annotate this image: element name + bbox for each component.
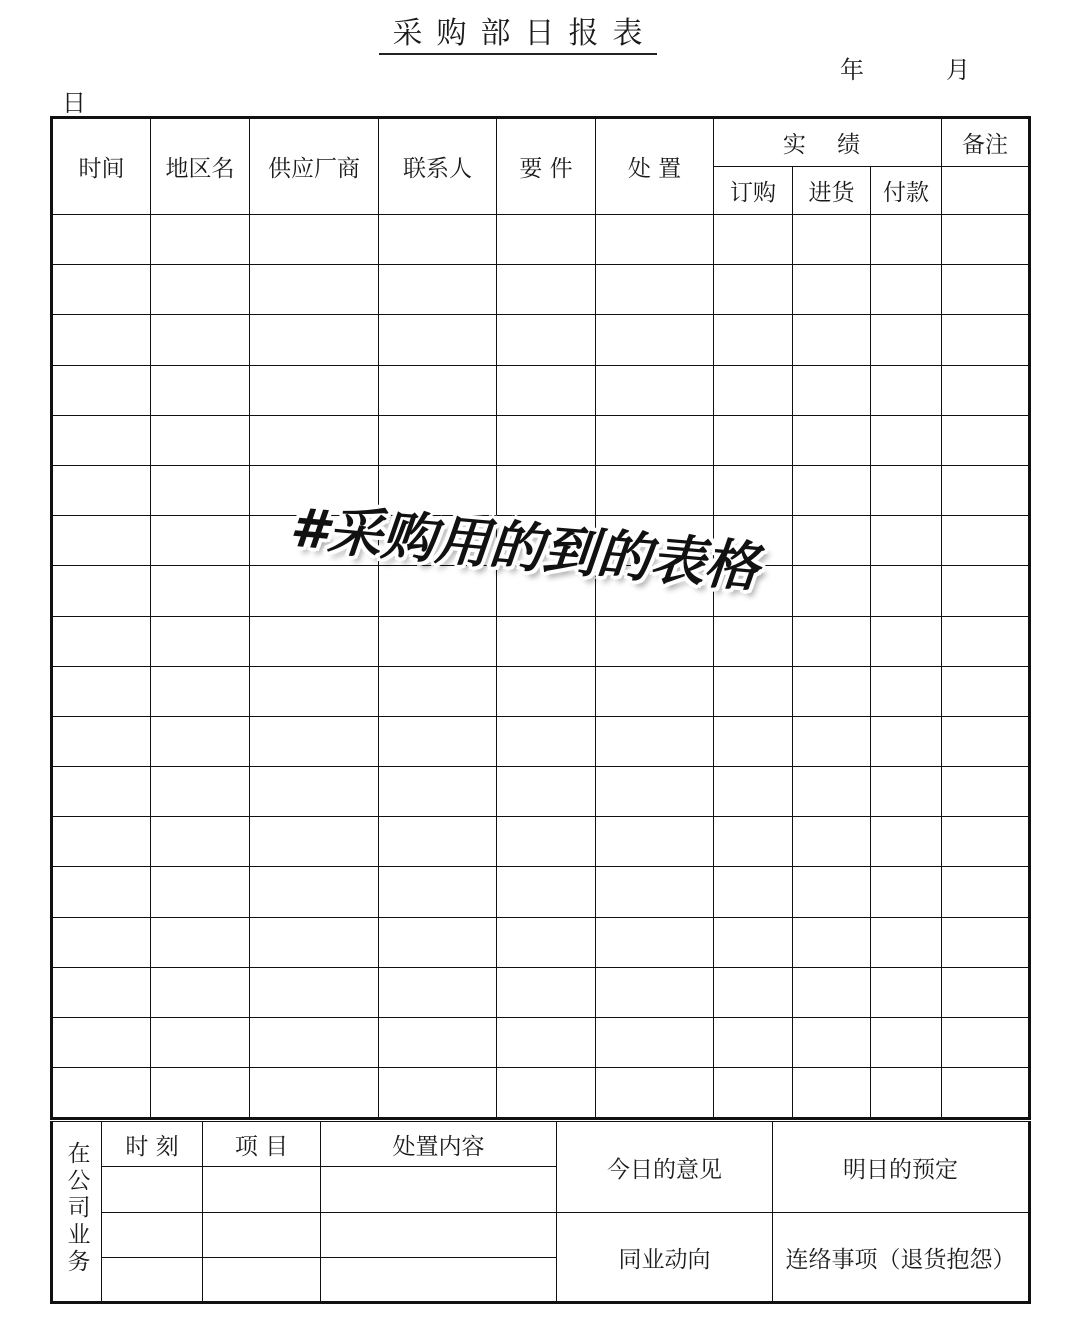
- table-row: [52, 1068, 1030, 1119]
- blank-cell[interactable]: [52, 315, 151, 365]
- blank-cell[interactable]: [793, 1068, 871, 1119]
- blank-cell[interactable]: [596, 917, 714, 967]
- blank-cell[interactable]: [714, 867, 793, 917]
- blank-cell[interactable]: [714, 315, 793, 365]
- blank-cell[interactable]: [596, 1068, 714, 1119]
- blank-cell[interactable]: [596, 365, 714, 415]
- blank-cell[interactable]: [793, 666, 871, 716]
- blank-cell[interactable]: [942, 265, 1030, 315]
- blank-cell[interactable]: [52, 867, 151, 917]
- daily-report-table: [50, 116, 1031, 1120]
- blank-cell[interactable]: [151, 465, 250, 515]
- blank-cell[interactable]: [942, 817, 1030, 867]
- table-row: [52, 415, 1030, 465]
- blank-cell[interactable]: [942, 666, 1030, 716]
- blank-cell[interactable]: [871, 817, 942, 867]
- blank-cell[interactable]: [151, 616, 250, 666]
- blank-cell[interactable]: [250, 917, 379, 967]
- blank-cell[interactable]: [151, 365, 250, 415]
- blank-cell[interactable]: [497, 1018, 596, 1068]
- blank-cell[interactable]: [942, 917, 1030, 967]
- blank-cell[interactable]: [596, 265, 714, 315]
- date-month-label: 月: [946, 56, 970, 84]
- blank-cell[interactable]: [793, 716, 871, 766]
- blank-cell[interactable]: [497, 215, 596, 265]
- blank-cell[interactable]: [714, 616, 793, 666]
- blank-cell[interactable]: [793, 817, 871, 867]
- blank-cell[interactable]: [596, 767, 714, 817]
- blank-cell[interactable]: [151, 917, 250, 967]
- blank-cell[interactable]: [714, 967, 793, 1017]
- blank-cell[interactable]: [596, 867, 714, 917]
- blank-cell[interactable]: [871, 215, 942, 265]
- blank-cell[interactable]: [250, 716, 379, 766]
- blank-cell[interactable]: [102, 1258, 203, 1303]
- blank-cell[interactable]: [942, 365, 1030, 415]
- blank-cell[interactable]: [793, 215, 871, 265]
- table-row: [52, 666, 1030, 716]
- blank-cell[interactable]: [793, 767, 871, 817]
- blank-cell[interactable]: [52, 716, 151, 766]
- blank-cell[interactable]: [203, 1167, 321, 1213]
- blank-cell[interactable]: [52, 1018, 151, 1068]
- blank-cell[interactable]: [497, 867, 596, 917]
- blank-cell[interactable]: [793, 967, 871, 1017]
- blank-cell[interactable]: [102, 1167, 203, 1213]
- blank-cell[interactable]: [151, 1068, 250, 1119]
- blank-cell[interactable]: [52, 465, 151, 515]
- blank-cell[interactable]: [871, 616, 942, 666]
- blank-cell[interactable]: [871, 465, 942, 515]
- blank-cell[interactable]: [497, 1068, 596, 1119]
- blank-cell[interactable]: [793, 1018, 871, 1068]
- contact-items-label: 连络事项（退货抱怨）: [773, 1213, 1030, 1303]
- blank-cell[interactable]: [871, 516, 942, 566]
- blank-cell[interactable]: [714, 365, 793, 415]
- blank-cell[interactable]: [871, 967, 942, 1017]
- blank-cell[interactable]: [942, 215, 1030, 265]
- blank-cell[interactable]: [52, 817, 151, 867]
- blank-cell[interactable]: [52, 767, 151, 817]
- header-region: 地区名: [151, 118, 250, 215]
- blank-cell[interactable]: [942, 967, 1030, 1017]
- blank-cell[interactable]: [793, 616, 871, 666]
- table-row: [52, 917, 1030, 967]
- blank-cell[interactable]: [714, 767, 793, 817]
- blank-cell[interactable]: [497, 616, 596, 666]
- blank-cell[interactable]: [250, 265, 379, 315]
- blank-cell[interactable]: [379, 315, 497, 365]
- blank-cell[interactable]: [250, 1068, 379, 1119]
- blank-cell[interactable]: [151, 415, 250, 465]
- table-row: [52, 817, 1030, 867]
- blank-cell[interactable]: [379, 215, 497, 265]
- blank-cell[interactable]: [497, 716, 596, 766]
- blank-cell[interactable]: [596, 1018, 714, 1068]
- blank-cell[interactable]: [871, 415, 942, 465]
- blank-cell[interactable]: [596, 967, 714, 1017]
- blank-cell[interactable]: [151, 967, 250, 1017]
- blank-cell[interactable]: [714, 465, 793, 515]
- blank-cell[interactable]: [942, 716, 1030, 766]
- blank-cell[interactable]: [942, 1068, 1030, 1119]
- blank-cell[interactable]: [793, 315, 871, 365]
- blank-cell[interactable]: [871, 867, 942, 917]
- header-contact: 联系人: [379, 118, 497, 215]
- blank-cell[interactable]: [151, 566, 250, 616]
- blank-cell[interactable]: [52, 265, 151, 315]
- blank-cell[interactable]: [151, 315, 250, 365]
- blank-cell[interactable]: [379, 415, 497, 465]
- blank-cell[interactable]: [250, 967, 379, 1017]
- blank-cell[interactable]: [871, 566, 942, 616]
- blank-cell[interactable]: [793, 265, 871, 315]
- table-row: [52, 616, 1030, 666]
- blank-cell[interactable]: [793, 867, 871, 917]
- header-supplier: 供应厂商: [250, 118, 379, 215]
- blank-cell[interactable]: [793, 365, 871, 415]
- blank-cell[interactable]: [596, 315, 714, 365]
- blank-cell[interactable]: [714, 917, 793, 967]
- blank-cell[interactable]: [714, 215, 793, 265]
- blank-cell[interactable]: [596, 616, 714, 666]
- blank-cell[interactable]: [52, 666, 151, 716]
- blank-cell[interactable]: [250, 767, 379, 817]
- blank-cell[interactable]: [52, 415, 151, 465]
- watermark-text: #采购用的到的表格: [287, 495, 762, 600]
- blank-cell[interactable]: [497, 265, 596, 315]
- blank-cell[interactable]: [52, 566, 151, 616]
- blank-cell[interactable]: [151, 666, 250, 716]
- blank-cell[interactable]: [793, 566, 871, 616]
- blank-cell[interactable]: [596, 465, 714, 515]
- blank-cell[interactable]: [942, 516, 1030, 566]
- blank-cell[interactable]: [871, 1068, 942, 1119]
- header-remarks: 备注: [942, 118, 1030, 167]
- blank-cell[interactable]: [714, 1068, 793, 1119]
- blank-cell[interactable]: [793, 917, 871, 967]
- blank-cell[interactable]: [793, 415, 871, 465]
- table-row: [52, 265, 1030, 315]
- blank-cell[interactable]: [151, 867, 250, 917]
- blank-cell[interactable]: [942, 465, 1030, 515]
- table-row: [52, 967, 1030, 1017]
- blank-cell[interactable]: [497, 917, 596, 967]
- blank-cell[interactable]: [871, 315, 942, 365]
- blank-cell[interactable]: [942, 1018, 1030, 1068]
- blank-cell[interactable]: [942, 315, 1030, 365]
- blank-cell[interactable]: [942, 867, 1030, 917]
- blank-cell[interactable]: [250, 817, 379, 867]
- blank-cell[interactable]: [379, 1068, 497, 1119]
- blank-cell[interactable]: [52, 215, 151, 265]
- blank-cell[interactable]: [250, 867, 379, 917]
- table-row: [52, 716, 1030, 766]
- blank-cell[interactable]: [871, 265, 942, 315]
- blank-cell[interactable]: [52, 967, 151, 1017]
- blank-cell[interactable]: [203, 1213, 321, 1258]
- blank-cell[interactable]: [321, 1167, 557, 1213]
- blank-cell[interactable]: [151, 265, 250, 315]
- table-row: [52, 1018, 1030, 1068]
- blank-cell[interactable]: [871, 666, 942, 716]
- date-day-label: 日: [62, 89, 86, 117]
- blank-cell[interactable]: [379, 1018, 497, 1068]
- blank-cell[interactable]: [942, 767, 1030, 817]
- blank-cell[interactable]: [250, 315, 379, 365]
- blank-cell[interactable]: [793, 465, 871, 515]
- blank-cell[interactable]: [714, 415, 793, 465]
- blank-cell[interactable]: [942, 566, 1030, 616]
- header-action: 处 置: [596, 118, 714, 215]
- blank-cell[interactable]: [379, 767, 497, 817]
- content-header: 处置内容: [321, 1122, 557, 1167]
- blank-cell[interactable]: [52, 365, 151, 415]
- blank-cell[interactable]: [497, 817, 596, 867]
- blank-cell[interactable]: [102, 1213, 203, 1258]
- blank-cell[interactable]: [942, 616, 1030, 666]
- blank-cell[interactable]: [497, 967, 596, 1017]
- header-performance: 实 绩: [714, 118, 942, 167]
- header-payment: 付款: [871, 167, 942, 215]
- blank-cell[interactable]: [151, 516, 250, 566]
- blank-cell[interactable]: [379, 265, 497, 315]
- blank-cell[interactable]: [714, 1018, 793, 1068]
- blank-cell[interactable]: [596, 817, 714, 867]
- blank-cell[interactable]: [871, 716, 942, 766]
- blank-cell[interactable]: [871, 767, 942, 817]
- blank-cell[interactable]: [871, 365, 942, 415]
- blank-cell[interactable]: [497, 365, 596, 415]
- blank-cell[interactable]: [379, 817, 497, 867]
- moment-header: 时 刻: [102, 1122, 203, 1167]
- table-row: [52, 365, 1030, 415]
- blank-cell[interactable]: [151, 215, 250, 265]
- header-time: 时间: [52, 118, 151, 215]
- table-row: [52, 215, 1030, 265]
- blank-cell[interactable]: [714, 817, 793, 867]
- page-title: 采购部日报表: [0, 8, 1035, 52]
- blank-cell[interactable]: [151, 716, 250, 766]
- blank-cell[interactable]: [942, 415, 1030, 465]
- blank-cell[interactable]: [497, 666, 596, 716]
- blank-cell[interactable]: [250, 1018, 379, 1068]
- blank-cell[interactable]: [52, 516, 151, 566]
- item-header: 项 目: [203, 1122, 321, 1167]
- company-business-table: [50, 1121, 1031, 1304]
- blank-cell[interactable]: [250, 666, 379, 716]
- blank-cell[interactable]: [596, 415, 714, 465]
- blank-cell[interactable]: [52, 1068, 151, 1119]
- blank-cell[interactable]: [379, 666, 497, 716]
- blank-cell[interactable]: [714, 666, 793, 716]
- blank-cell[interactable]: [203, 1258, 321, 1303]
- blank-cell[interactable]: [596, 666, 714, 716]
- blank-cell[interactable]: [250, 415, 379, 465]
- table-row: [52, 867, 1030, 917]
- blank-cell[interactable]: [871, 917, 942, 967]
- blank-cell[interactable]: [596, 215, 714, 265]
- blank-cell[interactable]: [379, 967, 497, 1017]
- blank-cell[interactable]: [379, 365, 497, 415]
- blank-cell[interactable]: [596, 716, 714, 766]
- blank-cell[interactable]: [52, 616, 151, 666]
- blank-cell[interactable]: [714, 716, 793, 766]
- blank-cell[interactable]: [52, 917, 151, 967]
- blank-cell[interactable]: [321, 1213, 557, 1258]
- blank-cell[interactable]: [151, 767, 250, 817]
- blank-cell[interactable]: [497, 315, 596, 365]
- blank-cell[interactable]: [250, 616, 379, 666]
- at-company-label: 在公司业务: [52, 1122, 102, 1303]
- today-opinion-label: 今日的意见: [557, 1122, 773, 1213]
- blank-cell[interactable]: [250, 566, 379, 616]
- tomorrow-plan-label: 明日的预定: [773, 1122, 1030, 1213]
- blank-cell[interactable]: [871, 1018, 942, 1068]
- blank-cell[interactable]: [250, 215, 379, 265]
- blank-cell[interactable]: [250, 365, 379, 415]
- header-matter: 要 件: [497, 118, 596, 215]
- blank-cell[interactable]: [379, 716, 497, 766]
- blank-cell[interactable]: [379, 616, 497, 666]
- blank-cell[interactable]: [321, 1258, 557, 1303]
- blank-cell[interactable]: [497, 767, 596, 817]
- industry-trend-label: 同业动向: [557, 1213, 773, 1303]
- table-body: [52, 215, 1030, 1119]
- header-remarks-blank[interactable]: [942, 167, 1030, 215]
- table-row: [52, 767, 1030, 817]
- blank-cell[interactable]: [151, 1018, 250, 1068]
- blank-cell[interactable]: [793, 516, 871, 566]
- blank-cell[interactable]: [379, 917, 497, 967]
- blank-cell[interactable]: [379, 867, 497, 917]
- date-year-label: 年: [840, 56, 864, 84]
- blank-cell[interactable]: [714, 265, 793, 315]
- blank-cell[interactable]: [151, 817, 250, 867]
- table-row: [52, 315, 1030, 365]
- header-stock-in: 进货: [793, 167, 871, 215]
- header-order: 订购: [714, 167, 793, 215]
- blank-cell[interactable]: [497, 415, 596, 465]
